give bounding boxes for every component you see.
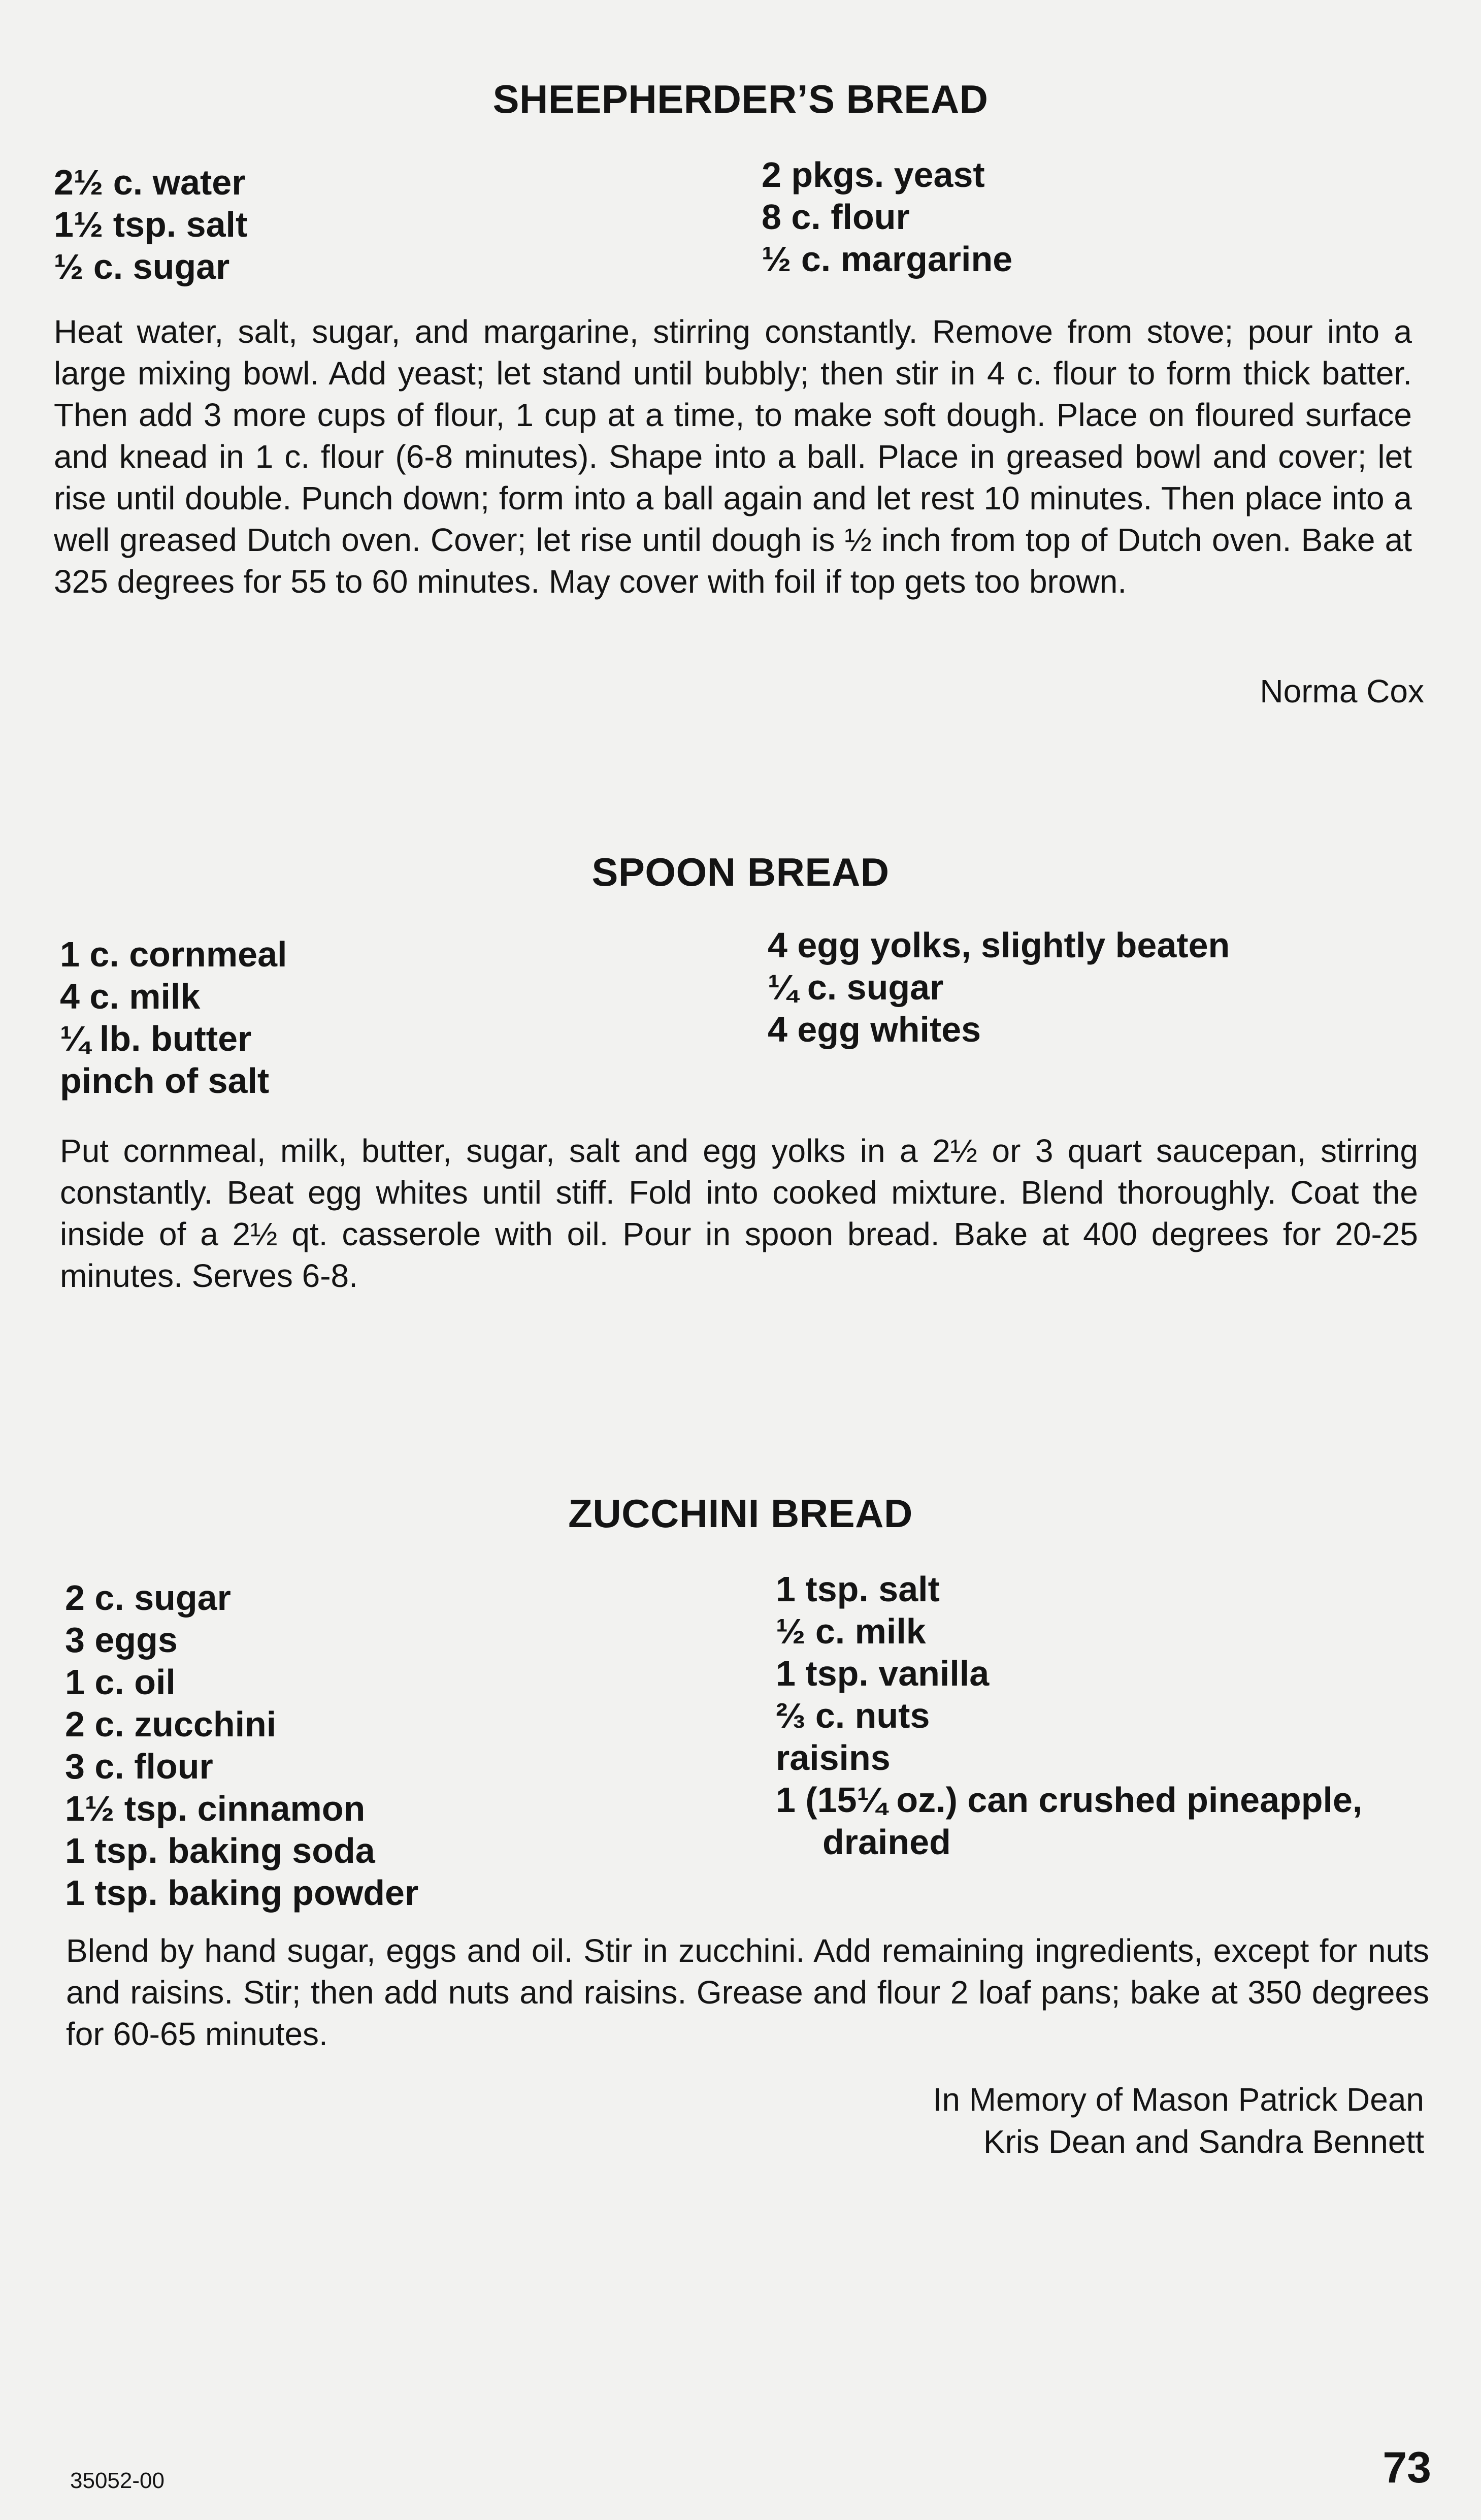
directions-text: Heat water, salt, sugar, and margarine, stirring constantly. Remove from stove; pour into a large mixing bowl. Add yeast; let stand until bubbly; then stir in 4 c. flour to form thick batter. Then add 3 more cups of flour, 1 cup at a time, to make soft dough. Place on floured surface and knead in 1 c. flour (6-8 minutes). Shape into a ball. Place in greased bowl and cover; let rise until double. Punch down; form into a ball again and let rest 10 minutes. Then place into a well greased Dutch oven. Cover; let rise until dough is ½ inch from top of Dutch oven. Bake at 325 degrees for 55 to 60 minutes. May cover with foil if top gets too brown.: [54, 313, 1412, 600]
ingredient: ½ c. sugar: [54, 247, 230, 286]
ingredients-right-zucchini-bread: [776, 1568, 1362, 1863]
ingredient: 4 egg yolks, slightly beaten: [768, 925, 1230, 965]
recipe-title-spoon-bread: SPOON BREAD: [591, 850, 890, 894]
ingredients-right-spoon-bread: [768, 924, 1230, 1051]
directions-spoon-bread: [60, 1130, 1418, 1297]
credit-line: Kris Dean and Sandra Bennett: [983, 2123, 1424, 2160]
ingredient: ⅔ c. nuts: [776, 1696, 930, 1735]
ingredient-continuation: drained: [822, 1822, 951, 1862]
ingredients-right-sheepherders-bread: [762, 154, 1012, 280]
ingredient: ¼ lb. butter: [60, 1019, 252, 1058]
ingredients-left-zucchini-bread: [65, 1577, 418, 1914]
ingredient: 4 egg whites: [768, 1010, 981, 1049]
recipe-title-zucchini-bread: ZUCCHINI BREAD: [568, 1491, 913, 1536]
ingredient: pinch of salt: [60, 1061, 270, 1101]
catalog-code: 35052-00: [70, 2468, 164, 2493]
ingredient: 3 eggs: [65, 1620, 178, 1660]
ingredient: 1 c. cornmeal: [60, 934, 287, 974]
ingredient: 1 tsp. salt: [776, 1569, 940, 1609]
directions-sheepherders-bread: [54, 311, 1412, 602]
credit-zucchini-bread: [933, 2079, 1424, 2163]
ingredient: raisins: [776, 1738, 891, 1778]
ingredient: 1½ tsp. salt: [54, 205, 248, 244]
ingredient: 4 c. milk: [60, 977, 201, 1016]
ingredient: ¼ c. sugar: [768, 967, 944, 1007]
directions-zucchini-bread: [66, 1930, 1429, 2055]
ingredient: 1 (15¼ oz.) can crushed pineapple,: [776, 1780, 1363, 1820]
ingredient: ½ c. milk: [776, 1611, 926, 1651]
recipe-title-sheepherders-bread: SHEEPHERDER’S BREAD: [492, 77, 989, 121]
credit-line: In Memory of Mason Patrick Dean: [933, 2081, 1424, 2118]
ingredient: 8 c. flour: [762, 197, 910, 237]
ingredients-left-sheepherders-bread: [54, 161, 247, 288]
directions-text: Blend by hand sugar, eggs and oil. Stir in zucchini. Add remaining ingredients, except for nuts and raisins. Stir; then add nuts and raisins. Grease and flour 2 loaf pans; bake at 350 degrees for 60-65 minutes.: [66, 1932, 1429, 2052]
ingredient: 1 tsp. baking soda: [65, 1831, 375, 1870]
ingredient: ½ c. margarine: [762, 239, 1013, 279]
ingredients-left-spoon-bread: [60, 933, 287, 1102]
ingredient: 1 tsp. baking powder: [65, 1873, 419, 1913]
page-number: 73: [1383, 2443, 1431, 2492]
directions-text: Put cornmeal, milk, butter, sugar, salt and egg yolks in a 2½ or 3 quart saucepan, stirring constantly. Beat egg whites until stiff. Fold into cooked mixture. Blend thoroughly. Coat the inside of a 2½ qt. casserole with oil. Pour in spoon bread. Bake at 400 degrees for 20-25 minutes. Serves 6-8.: [60, 1133, 1418, 1294]
ingredient: 2 c. sugar: [65, 1578, 231, 1618]
ingredient: 1½ tsp. cinnamon: [65, 1789, 366, 1828]
ingredient: 2 c. zucchini: [65, 1704, 277, 1744]
credit-line: Norma Cox: [1260, 673, 1424, 709]
ingredient: 1 c. oil: [65, 1662, 176, 1702]
ingredient: 2½ c. water: [54, 163, 246, 202]
credit-sheepherders-bread: [1260, 670, 1424, 713]
ingredient: 1 tsp. vanilla: [776, 1654, 990, 1693]
ingredient: 2 pkgs. yeast: [762, 155, 985, 195]
ingredient: 3 c. flour: [65, 1747, 213, 1786]
